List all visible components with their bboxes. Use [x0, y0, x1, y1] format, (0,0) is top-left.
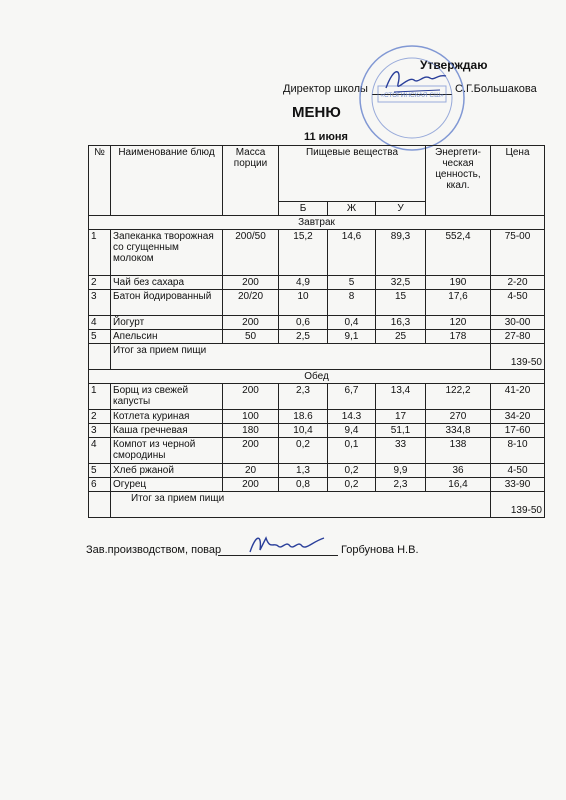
row-b: 2,3 — [279, 384, 328, 410]
row-zh: 0,2 — [328, 478, 376, 492]
row-energy: 138 — [426, 438, 491, 464]
row-zh: 5 — [328, 276, 376, 290]
row-name: Хлеб ржаной — [111, 464, 223, 478]
row-mass: 180 — [223, 424, 279, 438]
total-label: Итог за прием пищи — [111, 492, 491, 518]
row-b: 10 — [279, 290, 328, 316]
director-signature — [380, 62, 452, 98]
row-price: 27-80 — [491, 330, 545, 344]
total-empty — [89, 492, 111, 518]
header-u: У — [376, 202, 426, 216]
row-zh: 6,7 — [328, 384, 376, 410]
row-mass: 200 — [223, 384, 279, 410]
row-mass: 200 — [223, 316, 279, 330]
row-price: 2-20 — [491, 276, 545, 290]
row-u: 2,3 — [376, 478, 426, 492]
row-energy: 17,6 — [426, 290, 491, 316]
row-b: 1,3 — [279, 464, 328, 478]
section-title-breakfast: Завтрак — [89, 216, 545, 230]
footer-label: Зав.производством, повар — [86, 544, 222, 556]
row-zh: 8 — [328, 290, 376, 316]
table-row — [89, 230, 545, 276]
table-row — [89, 424, 545, 438]
row-b: 0,2 — [279, 438, 328, 464]
row-mass: 200 — [223, 276, 279, 290]
row-num: 1 — [89, 230, 111, 276]
row-u: 13,4 — [376, 384, 426, 410]
row-energy: 36 — [426, 464, 491, 478]
row-b: 2,5 — [279, 330, 328, 344]
row-u: 51,1 — [376, 424, 426, 438]
row-zh: 9,4 — [328, 424, 376, 438]
row-name: Компот из черной смородины — [111, 438, 223, 464]
row-mass: 200 — [223, 438, 279, 464]
row-zh: 9,1 — [328, 330, 376, 344]
row-price: 34-20 — [491, 410, 545, 424]
row-price: 4-50 — [491, 290, 545, 316]
row-name: Огурец — [111, 478, 223, 492]
approve-heading: Утверждаю — [420, 58, 488, 72]
row-energy: 122,2 — [426, 384, 491, 410]
header-price: Цена — [491, 146, 545, 216]
row-mass: 20/20 — [223, 290, 279, 316]
row-name: Каша гречневая — [111, 424, 223, 438]
row-num: 2 — [89, 410, 111, 424]
row-num: 3 — [89, 290, 111, 316]
row-num: 4 — [89, 438, 111, 464]
row-energy: 270 — [426, 410, 491, 424]
stamp-text: «СТОГИНСКАЯ СШ» — [380, 92, 444, 99]
row-b: 10,4 — [279, 424, 328, 438]
header-zh: Ж — [328, 202, 376, 216]
row-energy: 190 — [426, 276, 491, 290]
section-title-lunch: Обед — [89, 370, 545, 384]
total-price: 139-50 — [491, 344, 545, 370]
row-b: 0,6 — [279, 316, 328, 330]
row-u: 32,5 — [376, 276, 426, 290]
row-zh: 0,4 — [328, 316, 376, 330]
header-nutrients: Пищевые вещества — [279, 146, 426, 202]
page-title: МЕНЮ — [292, 104, 341, 121]
row-zh: 0,1 — [328, 438, 376, 464]
header-num: № — [89, 146, 111, 216]
row-name: Чай без сахара — [111, 276, 223, 290]
table-row — [89, 410, 545, 424]
row-zh: 14.3 — [328, 410, 376, 424]
table-row — [89, 316, 545, 330]
row-num: 1 — [89, 384, 111, 410]
row-b: 15,2 — [279, 230, 328, 276]
header-energy: Энергети-ческая ценность, ккал. — [426, 146, 491, 216]
row-name: Йогурт — [111, 316, 223, 330]
row-name: Запеканка творожная со сгущенным молоком — [111, 230, 223, 276]
row-price: 8-10 — [491, 438, 545, 464]
row-mass: 200/50 — [223, 230, 279, 276]
row-u: 17 — [376, 410, 426, 424]
header-name: Наименование блюд — [111, 146, 223, 216]
row-b: 18.6 — [279, 410, 328, 424]
row-num: 3 — [89, 424, 111, 438]
header-mass: Масса порции — [223, 146, 279, 216]
row-price: 33-90 — [491, 478, 545, 492]
row-energy: 178 — [426, 330, 491, 344]
row-b: 4,9 — [279, 276, 328, 290]
row-u: 9,9 — [376, 464, 426, 478]
cook-signature — [246, 532, 328, 558]
menu-table — [88, 145, 545, 518]
row-num: 2 — [89, 276, 111, 290]
school-stamp — [356, 42, 468, 154]
row-num: 4 — [89, 316, 111, 330]
table-row — [89, 384, 545, 410]
row-mass: 20 — [223, 464, 279, 478]
row-mass: 50 — [223, 330, 279, 344]
total-price: 139-50 — [491, 492, 545, 518]
row-price: 17-60 — [491, 424, 545, 438]
row-price: 75-00 — [491, 230, 545, 276]
table-row — [89, 290, 545, 316]
row-u: 25 — [376, 330, 426, 344]
row-u: 33 — [376, 438, 426, 464]
row-b: 0,8 — [279, 478, 328, 492]
footer-name: Горбунова Н.В. — [341, 544, 419, 556]
total-label: Итог за прием пищи — [111, 344, 491, 370]
table-row — [89, 464, 545, 478]
table-row — [89, 478, 545, 492]
row-num: 5 — [89, 330, 111, 344]
row-energy: 334,8 — [426, 424, 491, 438]
director-name: С.Г.Большакова — [455, 83, 537, 95]
row-price: 4-50 — [491, 464, 545, 478]
header-b: Б — [279, 202, 328, 216]
row-mass: 100 — [223, 410, 279, 424]
row-mass: 200 — [223, 478, 279, 492]
row-price: 30-00 — [491, 316, 545, 330]
row-name: Котлета куриная — [111, 410, 223, 424]
row-name: Борщ из свежей капусты — [111, 384, 223, 410]
row-num: 5 — [89, 464, 111, 478]
table-row — [89, 438, 545, 464]
row-name: Апельсин — [111, 330, 223, 344]
director-label: Директор школы — [283, 83, 368, 95]
row-energy: 552,4 — [426, 230, 491, 276]
row-energy: 16,4 — [426, 478, 491, 492]
table-row — [89, 330, 545, 344]
row-u: 16,3 — [376, 316, 426, 330]
row-energy: 120 — [426, 316, 491, 330]
row-zh: 14,6 — [328, 230, 376, 276]
row-zh: 0,2 — [328, 464, 376, 478]
row-u: 89,3 — [376, 230, 426, 276]
menu-date: 11 июня — [304, 131, 348, 143]
row-num: 6 — [89, 478, 111, 492]
row-u: 15 — [376, 290, 426, 316]
total-empty — [89, 344, 111, 370]
total-row — [89, 344, 545, 370]
total-row — [89, 492, 545, 518]
row-price: 41-20 — [491, 384, 545, 410]
row-name: Батон йодированный — [111, 290, 223, 316]
table-row — [89, 276, 545, 290]
